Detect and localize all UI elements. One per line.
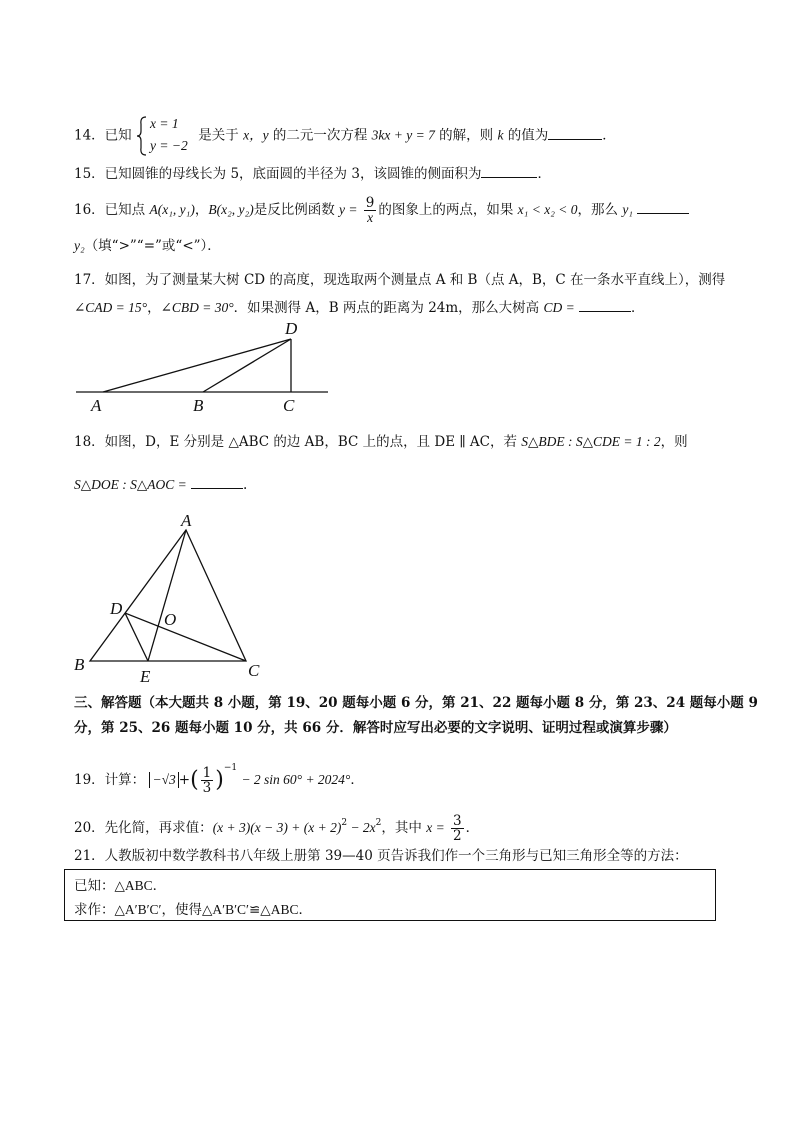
answer-blank[interactable] [481, 163, 537, 178]
answer-blank[interactable] [579, 297, 631, 312]
triangle-ABC [90, 530, 246, 661]
fraction-9-over-x: $\frac{9}{x}$ [365, 195, 375, 225]
question-17-line2: ∠CAD = 15°，∠CBD = 30°．如果测得 A，B 两点的距离为 24m，那么大树高 CD = ． [74, 297, 645, 318]
label-A: A [181, 511, 192, 530]
segment-AD [103, 339, 291, 392]
question-15: 15．已知圆锥的母线长为 5，底面圆的半径为 3，该圆锥的侧面积为 ． [74, 163, 551, 184]
construction-box [64, 869, 716, 921]
answer-blank[interactable] [548, 125, 602, 140]
section-3-heading: 三、解答题（本大题共 8 小题，第 19、20 题每小题 6 分，第 21、22 题每小题 8 分，第 23、24 题每小题 9 [74, 695, 758, 711]
answer-blank[interactable] [637, 199, 689, 214]
segment-AE [148, 530, 186, 661]
question-16: 16．已知点 A(x₁, y₁)，B(x₂, y₂)是反比例函数 y = $\frac{9}{x}$ 的图象上的两点，如果 x₁ < x₂ < 0，那么 y₁ [74, 196, 689, 225]
figure-17-tree-diagram [70, 316, 340, 416]
label-D: D [110, 599, 123, 618]
segment-BD [203, 339, 291, 392]
label-C: C [283, 396, 295, 415]
question-20: 20．先化简，再求值：$(x + 3)(x - 3) + (x + 2)^2 - 2x^2$，其中 x = $\frac{3}{2}$ ． [74, 813, 480, 844]
system-line-2: y = −2 [149, 138, 188, 153]
answer-blank[interactable] [191, 474, 243, 489]
question-21: 21．人教版初中数学教科书八年级上册第 39—40 页告诉我们作一个三角形与已知三角形全等的方法： [74, 848, 688, 864]
question-17: 17．如图，为了测量某大树 CD 的高度，现选取两个测量点 A 和 B（点 A，B，C 在一条水平直线上），测得 [74, 272, 726, 288]
label-A: A [91, 396, 102, 415]
label-O: O [164, 610, 177, 629]
equation-system [136, 116, 194, 156]
label-B: B [193, 396, 204, 415]
question-18-line2: S△DOE : S△AOC = . [74, 474, 247, 495]
construct-line: 求作：△A′B′C′，使得△A′B′C′≌△ABC． [74, 902, 312, 917]
label-D: D [285, 319, 298, 338]
question-19: 19．计算： −√3 +( $\frac{1}{3}$ )$^{-1}$ − 2 sin 60° + 2024°． [74, 763, 364, 796]
label-C: C [248, 661, 260, 680]
question-16-line2: y₂（填“>”“=”或“<”）． [74, 238, 221, 254]
question-14: 14．已知 x = 1 y = −2 是关于 x，y 的二元一次方程 3kx + y = 7 的解，则 k 的值为 ． [74, 116, 616, 156]
figure-18-triangle-diagram [70, 508, 270, 688]
question-18: 18．如图，D，E 分别是 △ABC 的边 AB，BC 上的点，且 DE ∥ AC，若 S△BDE : S△CDE = 1 : 2，则 [74, 434, 688, 450]
label-B: B [74, 655, 85, 674]
section-3-heading-line2: 分，第 25、26 题每小题 10 分，共 66 分．解答时应写出必要的文字说明、证明过程或演算步骤） [74, 720, 677, 736]
fraction-3-over-2: $\frac{3}{2}$ [452, 813, 462, 844]
known-line: 已知：△ABC． [74, 878, 167, 893]
system-line-1: x = 1 [149, 116, 179, 131]
label-E: E [140, 667, 151, 686]
left-brace-icon [136, 116, 148, 156]
absolute-value: −√3 [149, 772, 178, 788]
fraction-1-over-3: $\frac{1}{3}$ [202, 765, 212, 796]
